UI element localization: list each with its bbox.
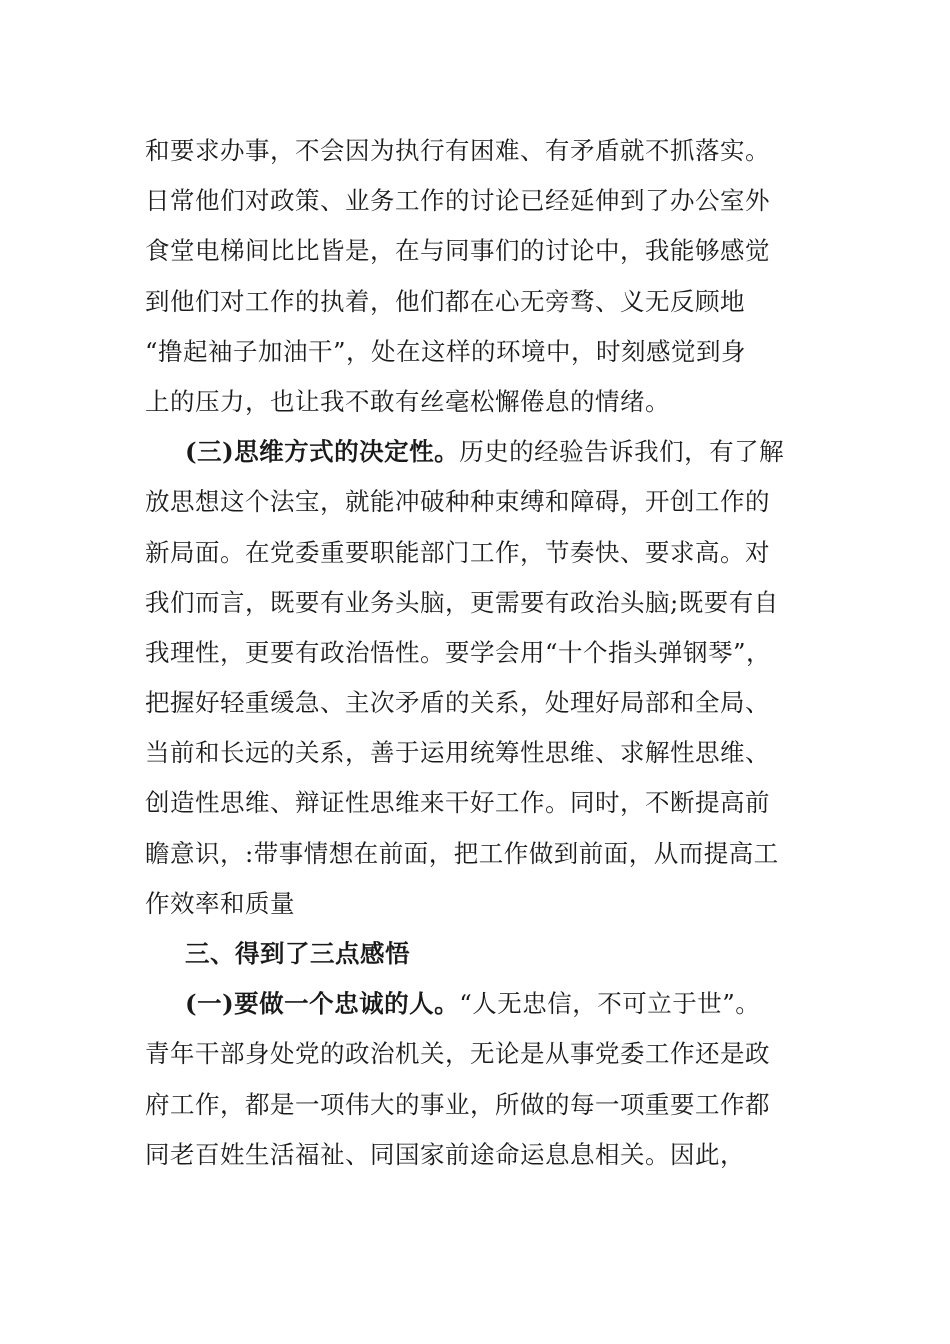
text-line: 放思想这个法宝，就能冲破种种束缚和障碍，开创工作的	[145, 487, 770, 517]
text-line: 新局面。在党委重要职能部门工作，节奏快、要求高。对	[145, 537, 770, 567]
text-line: 创造性思维、辩证性思维来干好工作。同时，不断提高前	[145, 788, 770, 818]
text-run: “人无忠信，不可立于世”。	[459, 989, 761, 1019]
text-line: 青年干部身处党的政治机关，无论是从事党委工作还是政	[145, 1039, 770, 1069]
text-line: 府工作，都是一项伟大的事业，所做的每一项重要工作都	[145, 1089, 770, 1119]
text-line: 把握好轻重缓急、主次矛盾的关系，处理好局部和全局、	[145, 688, 770, 718]
text-line: 我们而言，既要有业务头脑，更需要有政治头脑;既要有自	[145, 587, 779, 617]
chapter-heading: 三、得到了三点感悟	[185, 939, 410, 968]
section-heading-1: (一)要做一个忠诚的人。	[185, 989, 460, 1019]
section-heading-3: (三)思维方式的决定性。	[185, 437, 460, 467]
chapter-heading-line	[145, 929, 815, 979]
text-line: 上的压力，也让我不敢有丝毫松懈倦息的情绪。	[145, 386, 670, 416]
document-body	[145, 126, 815, 1180]
text-line: 和要求办事，不会因为执行有困难、有矛盾就不抓落实。	[145, 136, 770, 165]
text-line: 到他们对工作的执着，他们都在心无旁骛、义无反顾地	[145, 286, 745, 316]
text-line: 当前和长远的关系，善于运用统筹性思维、求解性思维、	[145, 738, 770, 768]
text-line: 我理性，更要有政治悟性。要学会用“十个指头弹钢琴”，	[145, 637, 772, 667]
text-run: 历史的经验告诉我们，有了解	[459, 437, 785, 467]
text-line: 作效率和质量	[145, 888, 295, 918]
section-heading-line	[145, 979, 815, 1029]
text-line: 日常他们对政策、业务工作的讨论已经延伸到了办公室外	[145, 186, 770, 216]
text-line: 瞻意识，:带事情想在前面，把工作做到前面，从而提高工	[145, 838, 779, 868]
section-heading-line	[145, 427, 815, 477]
text-line: 食堂电梯间比比皆是，在与同事们的讨论中，我能够感觉	[145, 236, 770, 266]
text-line: “撸起袖子加油干”，处在这样的环境中，时刻感觉到身	[145, 336, 747, 366]
text-line: 同老百姓生活福祉、同国家前途命运息息相关。因此，	[145, 1139, 745, 1169]
